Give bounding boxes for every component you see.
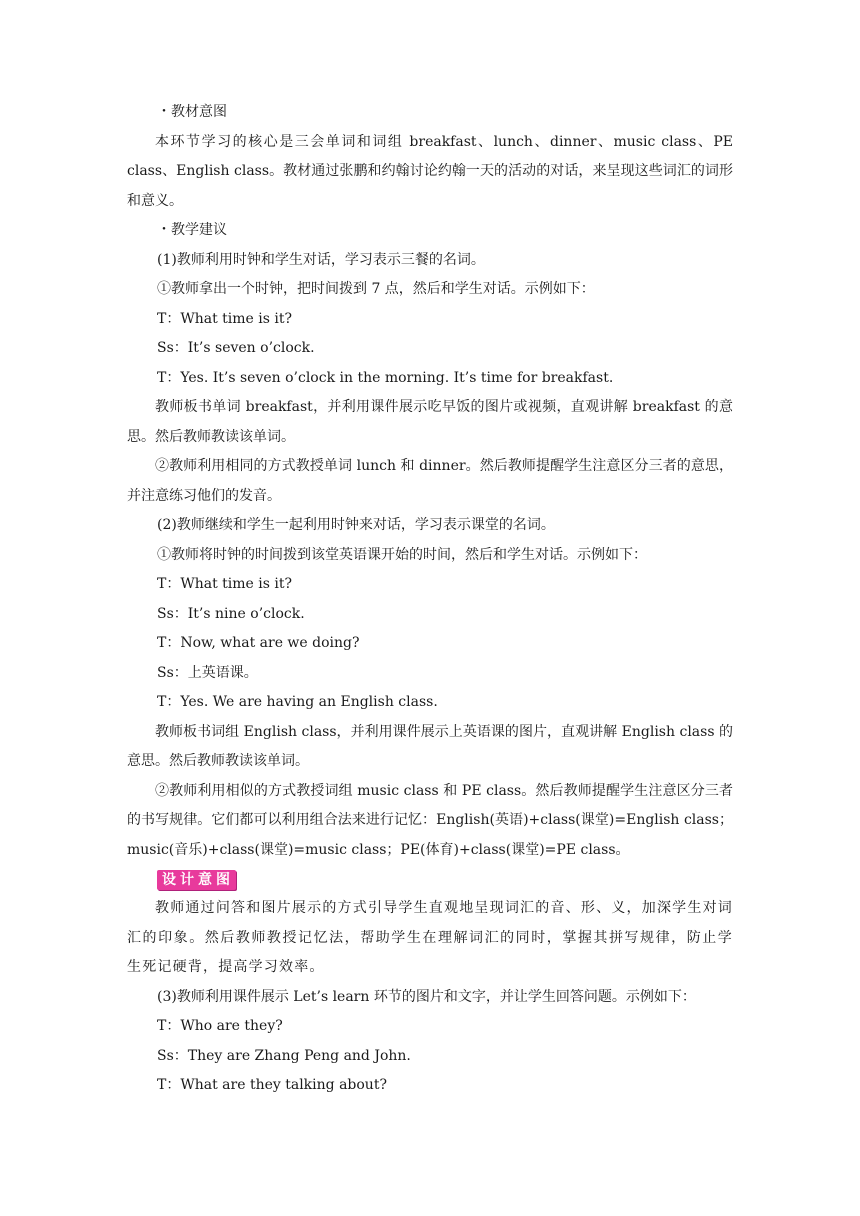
section-heading-teaching-suggestions: ・教学建议: [157, 222, 227, 238]
dialog-line: Ss：It’s nine o’clock.: [157, 605, 305, 622]
dialog-line: Ss：They are Zhang Peng and John.: [157, 1047, 411, 1064]
dialog-line: T：What are they talking about?: [157, 1077, 387, 1093]
paragraph-lunch-dinner: ②教师利用相同的方式教授单词 lunch 和 dinner。然后教师提醒学生注意区分三者的意思，并注意练习他们的发音。: [127, 458, 733, 504]
step-2a: ①教师将时钟的时间拨到该堂英语课开始的时间，然后和学生对话。示例如下：: [157, 546, 647, 563]
dialog-line: Ss：上英语课。: [157, 664, 258, 681]
design-intent-badge: 设计意图: [157, 870, 236, 890]
paragraph-english-class: 教师板书词组 English class，并利用课件展示上英语课的图片，直观讲解 English class 的意思。然后教师教读该单词。: [127, 723, 733, 769]
dialog-line: T：Yes. It’s seven o’clock in the morning. It’s time for breakfast.: [157, 369, 614, 386]
dialog-line: Ss：It’s seven o’clock.: [157, 340, 315, 356]
paragraph-breakfast: 教师板书单词 breakfast，并利用课件展示吃早饭的图片或视频，直观讲解 breakfast 的意思。然后教师教读该单词。: [127, 399, 733, 445]
step-3: (3)教师利用课件展示 Let’s learn 环节的图片和文字，并让学生回答问题。示例如下：: [157, 988, 696, 1005]
design-intent-text: 教师通过问答和图片展示的方式引导学生直观地呈现词汇的音、形、义，加深学生对词汇的印象。然后教师教授记忆法，帮助学生在理解词汇的同时，掌握其拼写规律，防止学生死记硬背，提高学习效率。: [127, 900, 733, 975]
dialog-line: T：What time is it?: [157, 576, 293, 592]
step-1a: ①教师拿出一个时钟，把时间拨到 7 点，然后和学生对话。示例如下：: [157, 281, 595, 297]
dialog-line: T：What time is it?: [157, 310, 293, 327]
step-2: (2)教师继续和学生一起利用时钟来对话，学习表示课堂的名词。: [157, 517, 555, 533]
dialog-line: T：Who are they?: [157, 1018, 283, 1034]
step-1: (1)教师利用时钟和学生对话，学习表示三餐的名词。: [157, 251, 485, 268]
dialog-line: T：Yes. We are having an English class.: [157, 694, 438, 710]
paragraph-core-content: 本环节学习的核心是三会单词和词组 breakfast、lunch、dinner、music class、PE class、English class。教材通过张鹏和约翰讨论约翰一天的活动的对话，来呈现这些词汇的词形和意义。: [127, 133, 733, 209]
paragraph-music-pe-class: ②教师利用相似的方式教授词组 music class 和 PE class。然后教师提醒学生注意区分三者的书写规律。它们都可以利用组合法来进行记忆：English(英语)+class(课堂)=English class；music(音乐)+class(课堂)=music class；PE(体育)+class(课堂)=PE class。: [127, 782, 733, 858]
section-heading-material-intent: ・教材意图: [157, 104, 227, 120]
document-body: [127, 98, 733, 1101]
dialog-line: T：Now, what are we doing?: [157, 635, 360, 651]
design-intent-badge-row: [127, 866, 733, 894]
